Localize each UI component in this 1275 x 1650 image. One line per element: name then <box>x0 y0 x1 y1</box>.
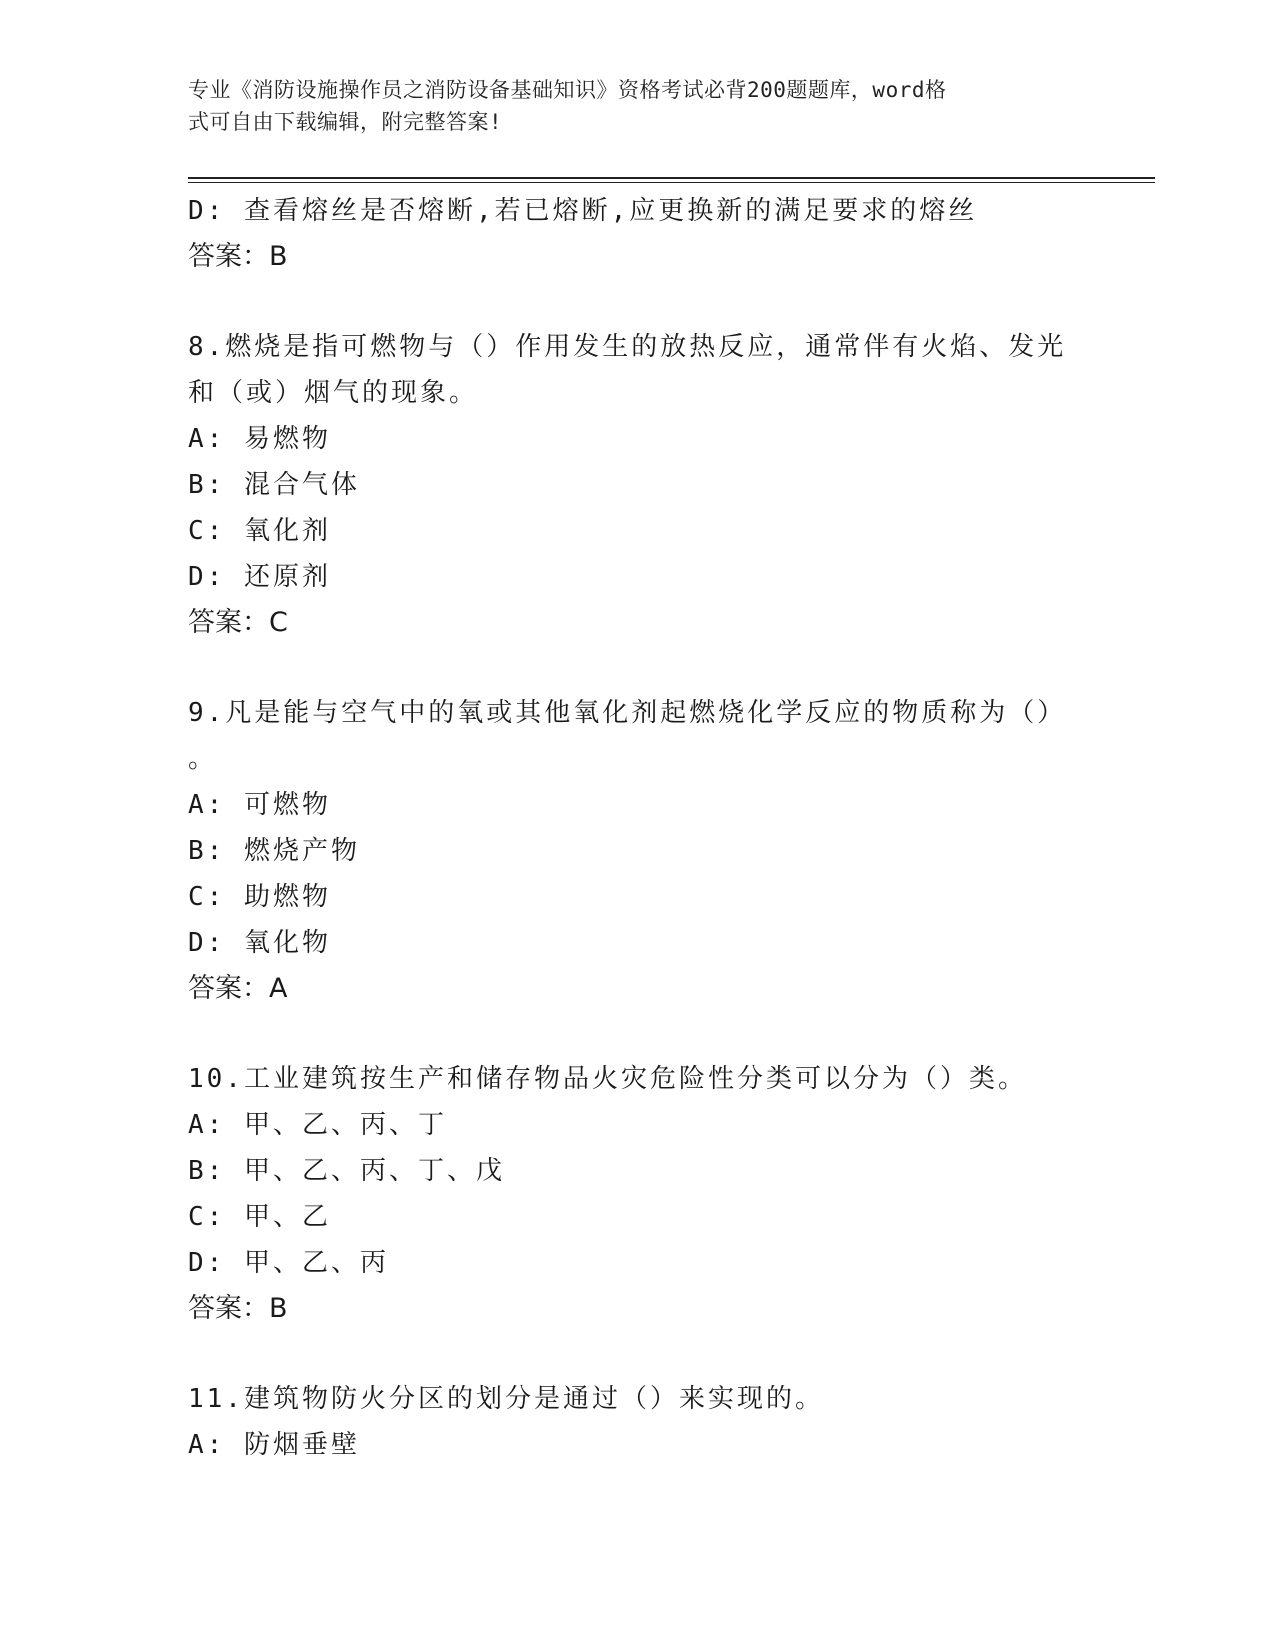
option-d: D: 甲、乙、丙 <box>188 1248 389 1278</box>
answer-line: 答案：A <box>188 973 288 1004</box>
option-a: A: 可燃物 <box>188 790 331 820</box>
option-b: B: 燃烧产物 <box>188 836 360 866</box>
question-stem: 10.工业建筑按生产和储存物品火灾危险性分类可以分为（）类。 <box>188 1064 1027 1094</box>
option-d: D: 氧化物 <box>188 928 331 958</box>
header-line-2: 式可自由下载编辑，附完整答案! <box>188 110 503 134</box>
question-stem: 8.燃烧是指可燃物与（）作用发生的放热反应，通常伴有火焰、发光 <box>188 332 1067 362</box>
answer-line: 答案：C <box>188 607 288 638</box>
spacer <box>188 1012 1068 1056</box>
option-d: D: 还原剂 <box>188 562 331 592</box>
question-stem-continued: 和（或）烟气的现象。 <box>188 378 479 408</box>
option-c: C: 氧化剂 <box>188 516 331 546</box>
option-c: C: 助燃物 <box>188 882 331 912</box>
spacer <box>188 280 1068 324</box>
spacer <box>188 1332 1068 1376</box>
question-11 <box>188 1376 1068 1468</box>
option-d: D: 查看熔丝是否熔断,若已熔断,应更换新的满足要求的熔丝 <box>188 196 978 226</box>
option-b: B: 甲、乙、丙、丁、戊 <box>188 1156 505 1186</box>
question-8 <box>188 324 1068 646</box>
option-c: C: 甲、乙 <box>188 1202 331 1232</box>
option-a: A: 易燃物 <box>188 424 331 454</box>
header-divider-thin <box>188 182 1155 183</box>
document-header <box>188 74 1068 138</box>
spacer <box>188 646 1068 690</box>
question-9 <box>188 690 1068 1012</box>
question-stem-continued: 。 <box>188 744 218 774</box>
question-stem: 11.建筑物防火分区的划分是通过（）来实现的。 <box>188 1384 824 1414</box>
option-a: A: 防烟垂壁 <box>188 1430 360 1460</box>
answer-line: 答案：B <box>188 241 288 272</box>
option-a: A: 甲、乙、丙、丁 <box>188 1110 447 1140</box>
document-body <box>188 188 1068 1468</box>
answer-line: 答案：B <box>188 1293 288 1324</box>
question-7-continuation <box>188 188 1068 280</box>
option-b: B: 混合气体 <box>188 470 360 500</box>
header-divider-thick <box>188 177 1155 179</box>
question-10 <box>188 1056 1068 1332</box>
question-stem: 9.凡是能与空气中的氧或其他氧化剂起燃烧化学反应的物质称为（） <box>188 698 1067 728</box>
header-line-1: 专业《消防设施操作员之消防设备基础知识》资格考试必背200题题库，word格 <box>188 78 947 102</box>
